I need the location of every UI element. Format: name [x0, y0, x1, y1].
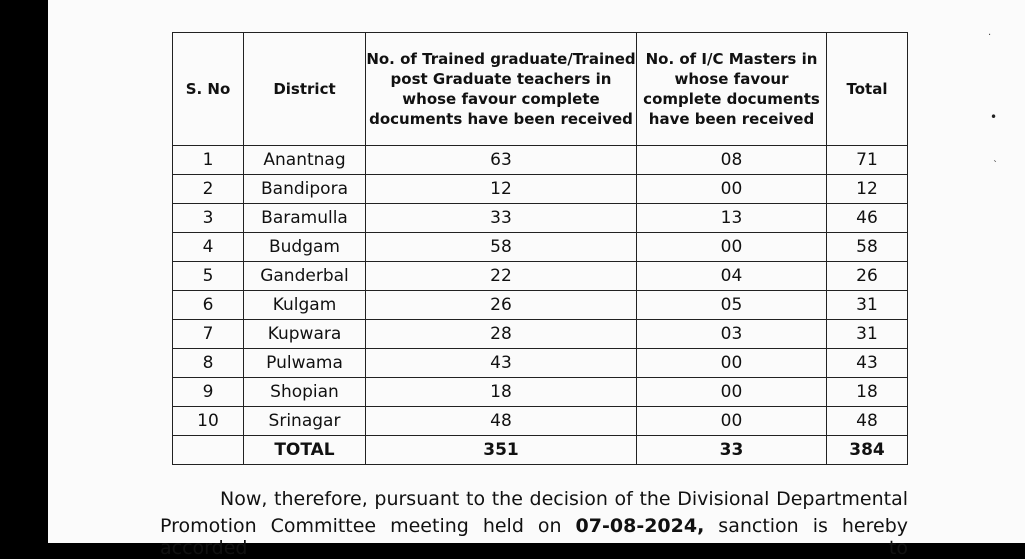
cell-district: Srinagar	[244, 407, 366, 436]
cell-total: 48	[827, 407, 908, 436]
table-row	[173, 320, 908, 349]
cell-district: Kupwara	[244, 320, 366, 349]
cell-trained-teachers: 28	[366, 320, 637, 349]
cell-sno: 2	[173, 175, 244, 204]
cell-sno: 6	[173, 291, 244, 320]
cell-total: 71	[827, 146, 908, 175]
cell-ic-masters: 13	[637, 204, 827, 233]
cell-district: Baramulla	[244, 204, 366, 233]
cell-total: 18	[827, 378, 908, 407]
total-grand: 384	[827, 436, 908, 465]
cell-district: Shopian	[244, 378, 366, 407]
cell-total: 46	[827, 204, 908, 233]
meeting-date: 07-08-2024,	[575, 515, 705, 537]
total-trained-teachers: 351	[366, 436, 637, 465]
header-district: District	[244, 33, 366, 146]
cell-district: Kulgam	[244, 291, 366, 320]
header-trained-teachers: No. of Trained graduate/Trained post Graduate teachers in whose favour complete documents have been received	[366, 33, 637, 146]
cell-ic-masters: 00	[637, 407, 827, 436]
table-row	[173, 175, 908, 204]
cell-total: 43	[827, 349, 908, 378]
cell-trained-teachers: 48	[366, 407, 637, 436]
cell-trained-teachers: 26	[366, 291, 637, 320]
cell-sno: 4	[173, 233, 244, 262]
cell-ic-masters: 08	[637, 146, 827, 175]
header-total: Total	[827, 33, 908, 146]
table-row	[173, 146, 908, 175]
table-row	[173, 378, 908, 407]
cell-sno: 8	[173, 349, 244, 378]
paragraph-line-1: Now, therefore, pursuant to the decision of the Divisional Departmental	[220, 488, 908, 510]
cell-ic-masters: 00	[637, 175, 827, 204]
cell-trained-teachers: 63	[366, 146, 637, 175]
cell-trained-teachers: 22	[366, 262, 637, 291]
header-sno: S. No	[173, 33, 244, 146]
cell-sno: 3	[173, 204, 244, 233]
cell-ic-masters: 00	[637, 233, 827, 262]
table-row	[173, 262, 908, 291]
table-header-row	[173, 33, 908, 146]
paragraph-line-2-end: sanction is hereby accorded to	[160, 515, 909, 559]
cell-district: Pulwama	[244, 349, 366, 378]
cell-ic-masters: 04	[637, 262, 827, 291]
document-page	[48, 0, 1025, 559]
cell-ic-masters: 03	[637, 320, 827, 349]
table-row	[173, 349, 908, 378]
teachers-documents-table	[172, 32, 908, 465]
cell-total: 26	[827, 262, 908, 291]
scan-speck: ·	[988, 30, 992, 41]
table-row	[173, 233, 908, 262]
total-cell-sno	[173, 436, 244, 465]
paragraph-line-2	[160, 515, 908, 559]
cell-trained-teachers: 58	[366, 233, 637, 262]
cell-trained-teachers: 33	[366, 204, 637, 233]
scan-speck: •	[990, 110, 998, 124]
cell-sno: 1	[173, 146, 244, 175]
cell-total: 12	[827, 175, 908, 204]
cell-trained-teachers: 18	[366, 378, 637, 407]
cell-district: Bandipora	[244, 175, 366, 204]
cell-sno: 5	[173, 262, 244, 291]
cell-trained-teachers: 12	[366, 175, 637, 204]
cell-ic-masters: 00	[637, 378, 827, 407]
cell-total: 31	[827, 291, 908, 320]
table-row	[173, 291, 908, 320]
cell-total: 58	[827, 233, 908, 262]
cell-sno: 7	[173, 320, 244, 349]
cell-sno: 9	[173, 378, 244, 407]
cell-district: Ganderbal	[244, 262, 366, 291]
total-ic-masters: 33	[637, 436, 827, 465]
cell-district: Budgam	[244, 233, 366, 262]
cell-sno: 10	[173, 407, 244, 436]
scan-speck: `	[993, 160, 998, 171]
cell-ic-masters: 05	[637, 291, 827, 320]
table-total-row	[173, 436, 908, 465]
total-label: TOTAL	[244, 436, 366, 465]
table-row	[173, 407, 908, 436]
paragraph-line-2-start: Promotion Committee meeting held on	[160, 515, 576, 537]
cell-ic-masters: 00	[637, 349, 827, 378]
header-ic-masters: No. of I/C Masters in whose favour complete documents have been received	[637, 33, 827, 146]
table-row	[173, 204, 908, 233]
cell-district: Anantnag	[244, 146, 366, 175]
cell-total: 31	[827, 320, 908, 349]
cell-trained-teachers: 43	[366, 349, 637, 378]
